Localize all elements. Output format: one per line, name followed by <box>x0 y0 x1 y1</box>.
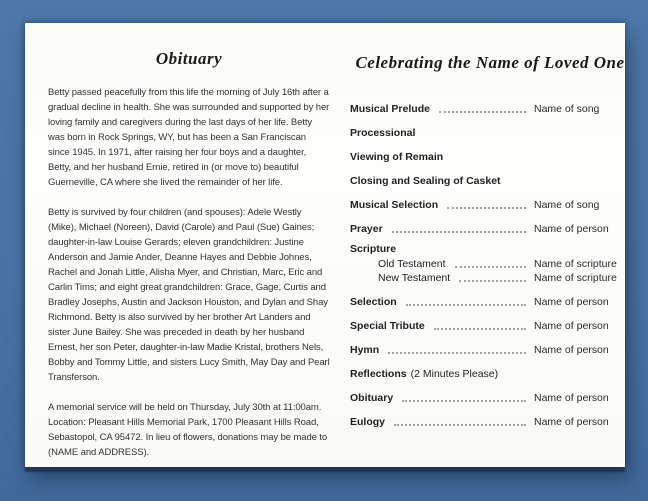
service-item-label: Processional <box>350 127 416 139</box>
dotted-leader <box>402 400 526 402</box>
service-subitem-value: Name of scripture <box>534 272 617 284</box>
service-subitem-old-testament <box>350 257 625 271</box>
service-item-value: Name of song <box>534 199 600 211</box>
service-item-musical-prelude <box>350 97 625 121</box>
dotted-leader <box>455 266 526 268</box>
service-item-label: Closing and Sealing of Casket <box>350 175 501 187</box>
service-item-value: Name of person <box>534 392 609 404</box>
service-item-label: Special Tribute <box>350 320 425 332</box>
service-subitem-new-testament <box>350 271 625 285</box>
dotted-leader <box>439 111 526 113</box>
order-of-service-page <box>350 53 625 434</box>
service-item-closing-and-sealing <box>350 169 625 193</box>
service-item-prayer <box>350 217 625 241</box>
dotted-leader <box>459 280 526 282</box>
dotted-leader <box>392 231 526 233</box>
service-item-processional <box>350 121 625 145</box>
obituary-paragraph-1: Betty passed peacefully from this life the morning of July 16th after a gradual decline in health. She was surrounded and supported by her loving family and caregivers during the last days of her life. Betty was born in Rock Springs, WY, but has been a San Franciscan since 1945. In 1971, after raising her four boys and a daughter, Betty, and her husband Ernie, retired in (or move to) beautiful Guerneville, CA where she lived the remainder of her life. <box>48 87 330 188</box>
service-item-viewing-of-remain <box>350 145 625 169</box>
service-item-note: (2 Minutes Please) <box>410 368 499 380</box>
service-item-reflections <box>350 362 625 386</box>
service-item-label: Hymn <box>350 344 380 356</box>
service-item-label: Musical Prelude <box>350 103 430 115</box>
service-item-scripture <box>350 241 625 285</box>
service-item-hymn <box>350 338 625 362</box>
service-item-value: Name of person <box>534 344 609 356</box>
service-item-value: Name of person <box>534 416 609 428</box>
service-item-label: Prayer <box>350 223 383 235</box>
service-title: Celebrating the Name of Loved One <box>355 53 625 72</box>
service-item-scripture-heading <box>350 241 625 257</box>
service-item-eulogy <box>350 410 625 434</box>
service-item-value: Name of person <box>534 296 609 308</box>
service-item-label: Obituary <box>350 392 394 404</box>
obituary-page <box>48 49 330 467</box>
dotted-leader <box>406 304 526 306</box>
service-item-value: Name of person <box>534 223 609 235</box>
service-item-selection <box>350 290 625 314</box>
service-item-label: Selection <box>350 296 397 308</box>
service-item-label: Viewing of Remain <box>350 151 444 163</box>
obituary-paragraph-2: Betty is survived by four children (and spouses): Adele Westly (Mike), Michael (Noreen), David (Carole) and Paul (Sue) Gaines; daughter-in-law Louise Gerards; eleven grandchildren: Justine Anderson and Jamie Ander, Deanne Hayes and Debbie Johnes, Rachel and Jonah Little, Alisha Myer, and Christian, Marc, Eric and Carlin Tims; and eight great grandchildren: Grace, Gage, Curtis and Bradley Josephs, Austin and Jackson Houston, and Dylan and Shay Richmond. Betty is also survived by her brother Art Landers and sister June Bailey. She was preceded in death by her husband Ernest, her son Peter, daughter-in-law Madie Kristal, brothers Nels, Bobby and Tommy Little, and sisters Lucy Smith, May Day and Pearl Transferson. <box>48 207 330 383</box>
dotted-leader <box>447 207 526 209</box>
service-subitem-label: New Testament <box>378 272 451 284</box>
service-item-special-tribute <box>350 314 625 338</box>
service-item-value: Name of person <box>534 320 609 332</box>
program-sheet <box>25 23 625 467</box>
service-item-label: Reflections <box>350 368 407 380</box>
obituary-paragraph-3: A memorial service will be held on Thursday, July 30th at 11:00am. Location: Pleasant Hills Memorial Park, 1700 Pleasant Hills Road, Sebastopol, CA 95472. In lieu of flowers, donations may be made to (NAME and ADDRESS). <box>48 402 328 458</box>
dotted-leader <box>388 352 526 354</box>
service-subitem-label: Old Testament <box>378 258 446 270</box>
dotted-leader <box>394 424 526 426</box>
service-item-value: Name of song <box>534 103 600 115</box>
service-item-obituary <box>350 386 625 410</box>
service-subitem-value: Name of scripture <box>534 258 617 270</box>
obituary-title: Obituary <box>155 49 223 68</box>
service-item-label: Scripture <box>350 243 397 255</box>
service-item-label: Eulogy <box>350 416 386 428</box>
obituary-text <box>48 85 330 460</box>
service-item-label: Musical Selection <box>350 199 439 211</box>
service-item-musical-selection <box>350 193 625 217</box>
dotted-leader <box>434 328 526 330</box>
